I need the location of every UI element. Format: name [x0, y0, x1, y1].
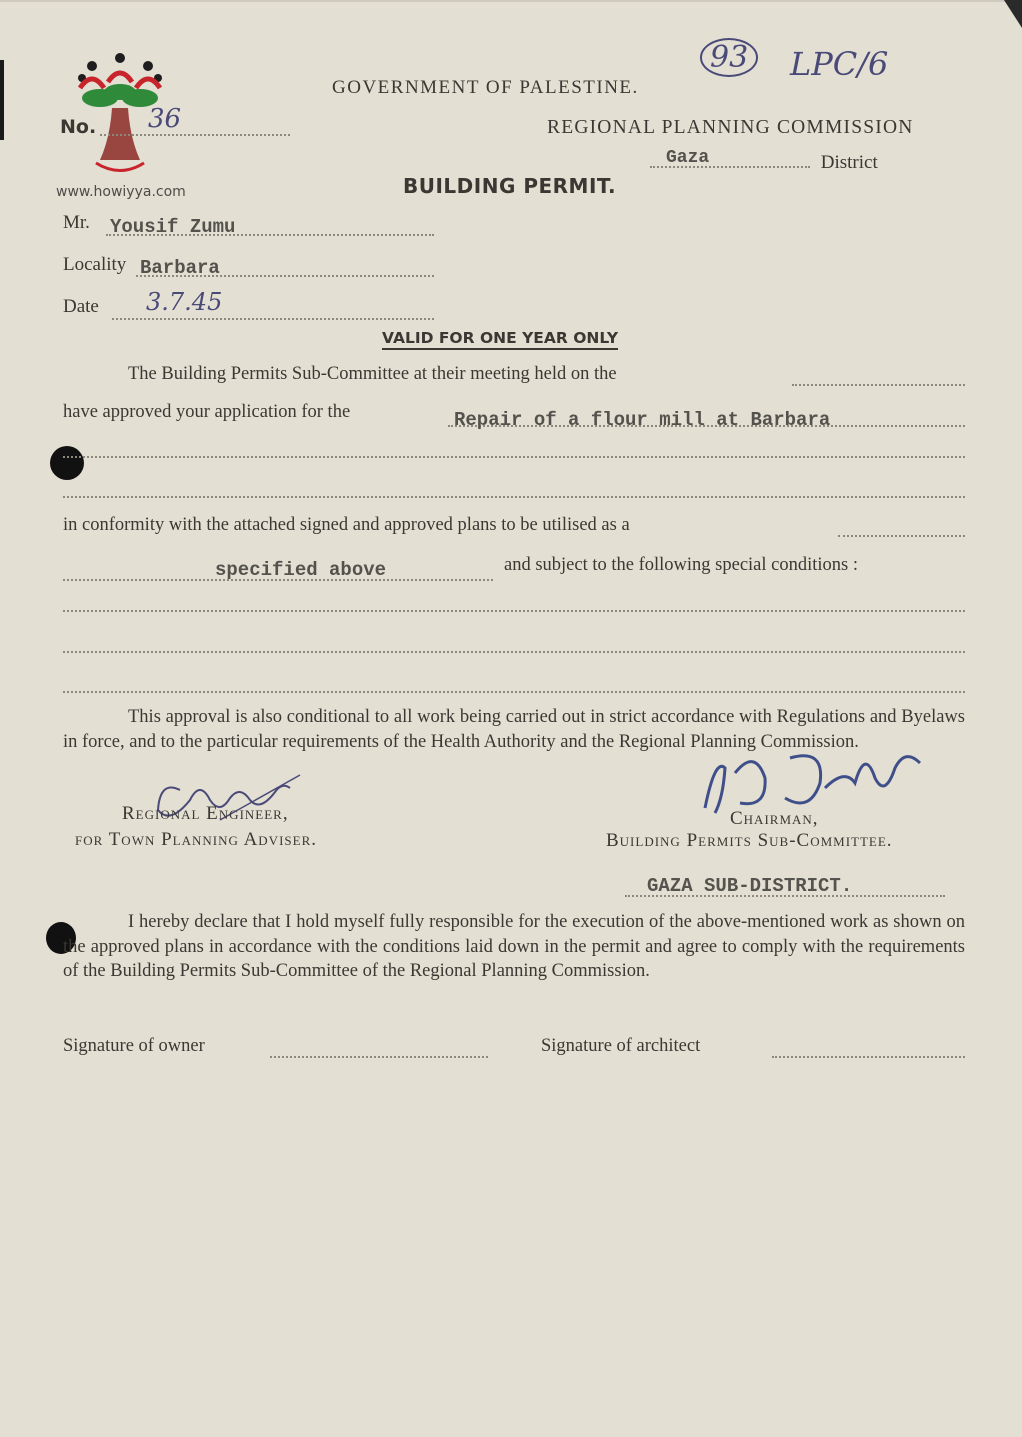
locality-field — [136, 253, 434, 277]
watermark-url: www.howiyya.com — [56, 184, 186, 200]
annotation-ref: LPC/6 — [790, 45, 889, 83]
mr-field — [106, 212, 434, 236]
district-label: District — [820, 152, 878, 173]
owner-signature-label: Signature of owner — [63, 1036, 205, 1056]
condition-line-3 — [63, 677, 965, 693]
sub-district-stamp-line — [625, 873, 945, 897]
use-field — [838, 519, 965, 537]
date-field — [112, 288, 434, 320]
torn-corner — [1004, 0, 1022, 28]
date-value: 3.7.45 — [146, 288, 223, 316]
district-line — [650, 146, 878, 174]
blank-line-2 — [63, 482, 965, 498]
locality-value: Barbara — [140, 257, 220, 279]
approval-paragraph: This approval is also conditional to all work being carried out in strict accordance with Regulations and Byelaws in force, and to the particular requirements of the Health Authority and the Regional Planning Commission. — [63, 707, 965, 752]
architect-signature-field — [772, 1040, 965, 1058]
use-value: specified above — [215, 559, 387, 581]
locality-label: Locality — [63, 254, 127, 275]
no-label: No. — [60, 116, 97, 138]
body-line-4: and subject to the following special conditions : — [504, 555, 859, 575]
mr-value: Yousif Zumu — [110, 216, 236, 238]
no-field — [100, 104, 290, 136]
commission-heading: REGIONAL PLANNING COMMISSION — [547, 117, 914, 138]
no-value: 36 — [148, 104, 182, 134]
permit-title: BUILDING PERMIT. — [403, 174, 617, 198]
declaration-paragraph: I hereby declare that I hold myself fully responsible for the execution of the above-mentioned work as shown on the approved plans in accordance with the conditions laid down in the permit and agree to comply with the requirements of the Building Permits Sub-Committee of the Regional Planning Commission. — [63, 912, 965, 981]
date-label: Date — [63, 296, 99, 317]
government-heading: GOVERNMENT OF PALESTINE. — [332, 77, 639, 98]
body-line-2: have approved your application for the — [63, 402, 351, 422]
engineer-subtitle: for Town Planning Adviser. — [75, 829, 317, 850]
validity-heading: VALID FOR ONE YEAR ONLY — [382, 329, 618, 350]
condition-line-1 — [63, 596, 965, 612]
sub-district-stamp: GAZA SUB-DISTRICT. — [647, 875, 853, 897]
meeting-date-field — [792, 368, 965, 386]
chairman-subtitle: Building Permits Sub-Committee. — [606, 830, 893, 851]
mr-label: Mr. — [63, 212, 90, 233]
body-line-1: The Building Permits Sub-Committee at their meeting held on the — [128, 364, 617, 384]
use-continued-field — [63, 557, 493, 581]
chairman-title: Chairman, — [730, 808, 819, 829]
paper-edge — [0, 0, 1022, 2]
architect-signature-label: Signature of architect — [541, 1036, 701, 1056]
binding-mark — [0, 60, 4, 140]
annotation-circle: 93 — [700, 38, 758, 77]
owner-signature-field — [270, 1040, 488, 1058]
condition-line-2 — [63, 637, 965, 653]
body-line-3: in conformity with the attached signed and approved plans to be utilised as a — [63, 515, 630, 535]
blank-line-1 — [63, 442, 965, 458]
district-value: Gaza — [666, 148, 710, 168]
engineer-title: Regional Engineer, — [122, 803, 289, 824]
application-value: Repair of a flour mill at Barbara — [454, 409, 831, 431]
application-field — [448, 405, 965, 431]
